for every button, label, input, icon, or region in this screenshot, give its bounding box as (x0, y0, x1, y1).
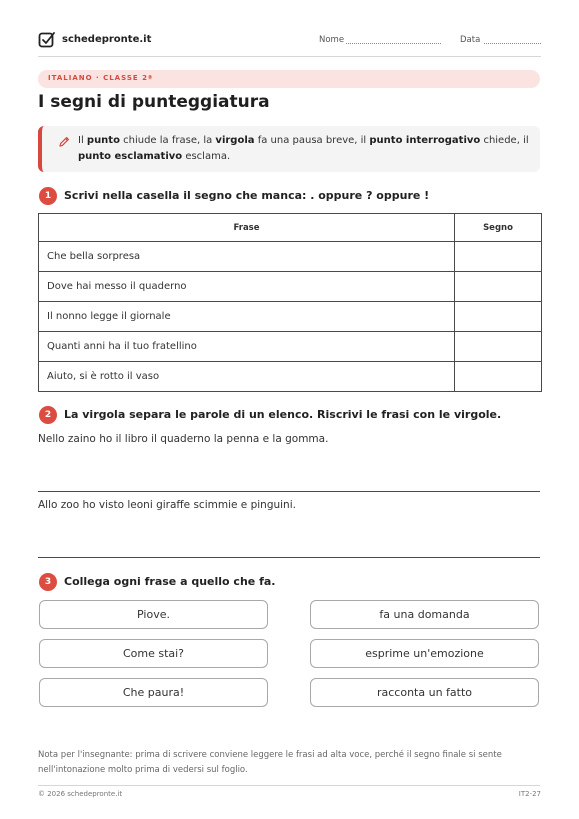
question-1-number: 1 (39, 187, 57, 205)
teacher-note: Nota per l'insegnante: prima di scrivere conviene leggere le frasi ad alta voce, perché il segno finale si sente nell'intonazione molto prima di vedersi sul foglio. (38, 750, 502, 775)
pencil-icon (58, 136, 70, 148)
table-row (39, 272, 542, 302)
sign-answer-cell[interactable] (455, 302, 542, 332)
sentence-cell: Dove hai messo il quaderno (39, 272, 455, 302)
worksheet-code: IT2-27 (518, 790, 541, 798)
column-header-segno: Segno (455, 214, 542, 242)
checkbox-check-icon (38, 31, 56, 49)
answer-line-2[interactable] (38, 557, 540, 558)
sign-answer-cell[interactable] (455, 242, 542, 272)
subject-badge (38, 70, 540, 88)
sentence-cell: Il nonno legge il giornale (39, 302, 455, 332)
header (38, 28, 541, 57)
copyright: © 2026 schedepronte.it (38, 790, 123, 798)
term-punto: punto (86, 135, 120, 146)
footer-divider (38, 785, 540, 786)
sign-answer-cell[interactable] (455, 272, 542, 302)
subject-label: ITALIANO · CLASSE 2ª (48, 74, 153, 82)
table-row (39, 332, 542, 362)
term-virgola: virgola (215, 135, 255, 146)
column-header-frase: Frase (39, 214, 455, 242)
comma-sentence-2: Allo zoo ho visto leoni giraffe scimmie e pinguini. (38, 499, 296, 511)
table-row (39, 242, 542, 272)
brand-name: schedepronte.it (62, 34, 152, 45)
sentence-cell: Quanti anni ha il tuo fratellino (39, 332, 455, 362)
match-right-2[interactable]: esprime un'emozione (310, 639, 539, 668)
info-box (38, 126, 540, 172)
sign-answer-cell[interactable] (455, 362, 542, 392)
sign-answer-cell[interactable] (455, 332, 542, 362)
table-row (39, 362, 542, 392)
question-2-number: 2 (39, 406, 57, 424)
sentence-cell: Aiuto, si è rotto il vaso (39, 362, 455, 392)
question-3-text: Collega ogni frase a quello che fa. (64, 575, 276, 588)
question-3-number: 3 (39, 573, 57, 591)
table-row (39, 302, 542, 332)
date-label: Data (460, 35, 481, 45)
question-1-text: Scrivi nella casella il segno che manca: . oppure ? oppure ! (64, 189, 430, 202)
match-left-1[interactable]: Piove. (39, 600, 268, 629)
answer-line-1[interactable] (38, 491, 540, 492)
question-2-text: La virgola separa le parole di un elenco. Riscrivi le frasi con le virgole. (64, 408, 502, 421)
name-label: Nome (319, 35, 345, 45)
term-punto-esclamativo: punto esclamativo (78, 151, 183, 162)
date-field[interactable] (484, 43, 541, 44)
match-right-3[interactable]: racconta un fatto (310, 678, 539, 707)
match-left-2[interactable]: Come stai? (39, 639, 268, 668)
info-text: Il punto chiude la frase, la virgola fa una pausa breve, il punto interrogativo chiede, il punto esclamativo esclama. (78, 135, 529, 162)
punctuation-table (38, 213, 542, 392)
table-header-row (39, 214, 542, 242)
match-right-1[interactable]: fa una domanda (310, 600, 539, 629)
name-field[interactable] (346, 43, 441, 44)
page-title: I segni di punteggiatura (38, 92, 270, 112)
term-punto-interrogativo: punto interrogativo (369, 135, 481, 146)
match-left-3[interactable]: Che paura! (39, 678, 268, 707)
sentence-cell: Che bella sorpresa (39, 242, 455, 272)
comma-sentence-1: Nello zaino ho il libro il quaderno la penna e la gomma. (38, 433, 329, 445)
